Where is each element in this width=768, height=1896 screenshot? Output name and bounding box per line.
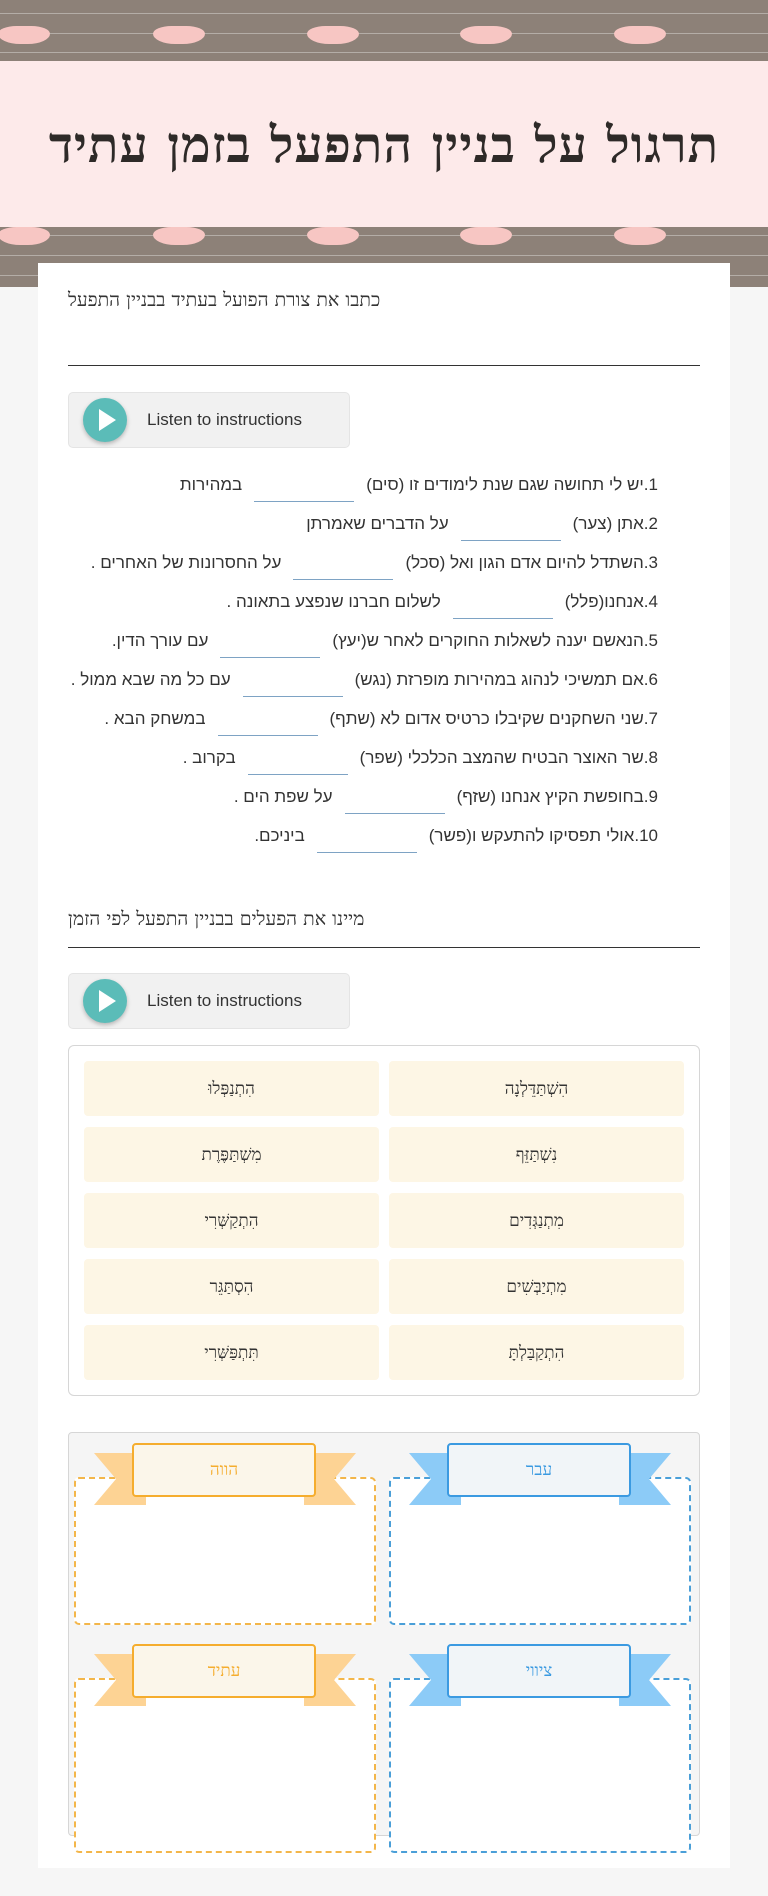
answer-input[interactable]	[220, 632, 320, 658]
sentence-text-after: בקרוב .	[182, 747, 236, 767]
listen-instructions-button-1[interactable]	[68, 392, 350, 448]
sentence-row	[68, 816, 658, 855]
sentence-text-before: 2.אתן (צער)	[572, 513, 658, 533]
sentence-text-after: על הדברים שאמרתן	[306, 513, 449, 533]
sorting-area	[68, 1432, 700, 1836]
sentence-text-after: במהירות	[179, 474, 243, 494]
heart-icon	[0, 227, 50, 245]
category-ribbon	[409, 1443, 671, 1513]
heart-icon	[460, 26, 512, 44]
heart-icon	[153, 26, 205, 44]
answer-input[interactable]	[317, 827, 417, 853]
answer-input[interactable]	[453, 593, 553, 619]
sentence-text-before: 1.יש לי תחושה שגם שנת לימודים זו (סים)	[366, 474, 658, 494]
listen-label: Listen to instructions	[147, 410, 302, 429]
sentence-row	[68, 621, 658, 660]
sentence-row	[68, 543, 658, 582]
sentence-text-after: עם עורך הדין.	[111, 630, 209, 650]
heart-icon	[307, 227, 359, 245]
draggable-word-card[interactable]: הִתְקַשְּׁרִי	[84, 1193, 379, 1248]
sentence-row	[68, 465, 658, 504]
sentence-row	[68, 738, 658, 777]
sentence-row	[68, 777, 658, 816]
pattern-line	[0, 13, 768, 14]
answer-input[interactable]	[248, 749, 348, 775]
sentence-row	[68, 699, 658, 738]
heart-icon	[307, 26, 359, 44]
sentence-text-after: עם כל מה שבא ממול .	[70, 669, 231, 689]
draggable-word-card[interactable]: הִשְׁתַּדֵּלְנָה	[389, 1061, 684, 1116]
draggable-word-card[interactable]: מִתְיַבְּשִׁים	[389, 1259, 684, 1314]
sentence-row	[68, 504, 658, 543]
play-icon	[83, 979, 127, 1023]
draggable-word-card[interactable]: הִתְקַבַּלְתָּ	[389, 1325, 684, 1380]
sentence-text-after: לשלום חברנו שנפצע בתאונה .	[226, 591, 441, 611]
category-label: עתיד	[132, 1644, 316, 1698]
draggable-word-card[interactable]: תִּתְפַּשְּׁרִי	[84, 1325, 379, 1380]
draggable-word-card[interactable]: מִשְׁתַּפֶּרֶת	[84, 1127, 379, 1182]
heart-icon	[153, 227, 205, 245]
answer-input[interactable]	[218, 710, 318, 736]
section2-divider	[68, 947, 700, 948]
pattern-line	[0, 52, 768, 53]
sentence-text-after: במשחק הבא .	[104, 708, 206, 728]
sentence-row	[68, 582, 658, 621]
heart-icon	[0, 26, 50, 44]
section1-divider	[68, 365, 700, 366]
section1-heading: כתבו את צורת הפועל בעתיד בבניין התפעל	[68, 289, 381, 311]
sentence-text-before: 9.בחופשת הקיץ אנחנו (שזף)	[456, 786, 658, 806]
category-label: הווה	[132, 1443, 316, 1497]
heart-icon	[614, 26, 666, 44]
sentence-text-after: על שפת הים .	[233, 786, 333, 806]
listen-label: Listen to instructions	[147, 991, 302, 1010]
sentence-text-after: על החסרונות של האחרים .	[90, 552, 282, 572]
sentence-text-after: ביניכם.	[254, 825, 305, 845]
answer-input[interactable]	[243, 671, 343, 697]
heart-icon	[460, 227, 512, 245]
section2-heading: מיינו את הפעלים בבניין התפעל לפי הזמן	[68, 908, 365, 930]
draggable-word-card[interactable]: הִסְתַּגֵּר	[84, 1259, 379, 1314]
sentence-row	[68, 660, 658, 699]
sentence-text-before: 5.הנאשם יענה לשאלות החוקרים לאחר ש(יעץ)	[332, 630, 658, 650]
sentence-text-before: 6.אם תמשיכי לנהוג במהירות מופרזת (נגש)	[354, 669, 658, 689]
category-ribbon	[94, 1443, 356, 1513]
sentence-text-before: 10.אולי תפסיקו להתעקש ו(פשר)	[428, 825, 658, 845]
category-ribbon	[94, 1644, 356, 1714]
sentence-text-before: 8.שר האוצר הבטיח שהמצב הכלכלי (שפר)	[359, 747, 658, 767]
listen-instructions-button-2[interactable]	[68, 973, 350, 1029]
category-label: ציווי	[447, 1644, 631, 1698]
page-title: תרגול על בניין התפעל בזמן עתיד	[48, 114, 720, 174]
sentence-text-before: 3.השתדל להיום אדם הגון ואל (סכל)	[405, 552, 658, 572]
answer-input[interactable]	[254, 476, 354, 502]
word-bank	[68, 1045, 700, 1396]
draggable-word-card[interactable]: נִשְׁתַּזֵּף	[389, 1127, 684, 1182]
category-ribbon	[409, 1644, 671, 1714]
category-label: עבר	[447, 1443, 631, 1497]
pattern-line	[0, 255, 768, 256]
answer-input[interactable]	[461, 515, 561, 541]
worksheet-card	[38, 263, 730, 1868]
header-pattern-top	[0, 0, 768, 61]
answer-input[interactable]	[345, 788, 445, 814]
draggable-word-card[interactable]: מִתְנַגְּדִים	[389, 1193, 684, 1248]
fill-in-sentences	[68, 465, 658, 855]
answer-input[interactable]	[293, 554, 393, 580]
draggable-word-card[interactable]: הִתְנַפְּלוּ	[84, 1061, 379, 1116]
sentence-text-before: 7.שני השחקנים שקיבלו כרטיס אדום לא (שתף)	[329, 708, 658, 728]
heart-icon	[614, 227, 666, 245]
play-icon	[83, 398, 127, 442]
sentence-text-before: 4.אנחנו(פלל)	[564, 591, 658, 611]
title-banner	[0, 61, 768, 227]
